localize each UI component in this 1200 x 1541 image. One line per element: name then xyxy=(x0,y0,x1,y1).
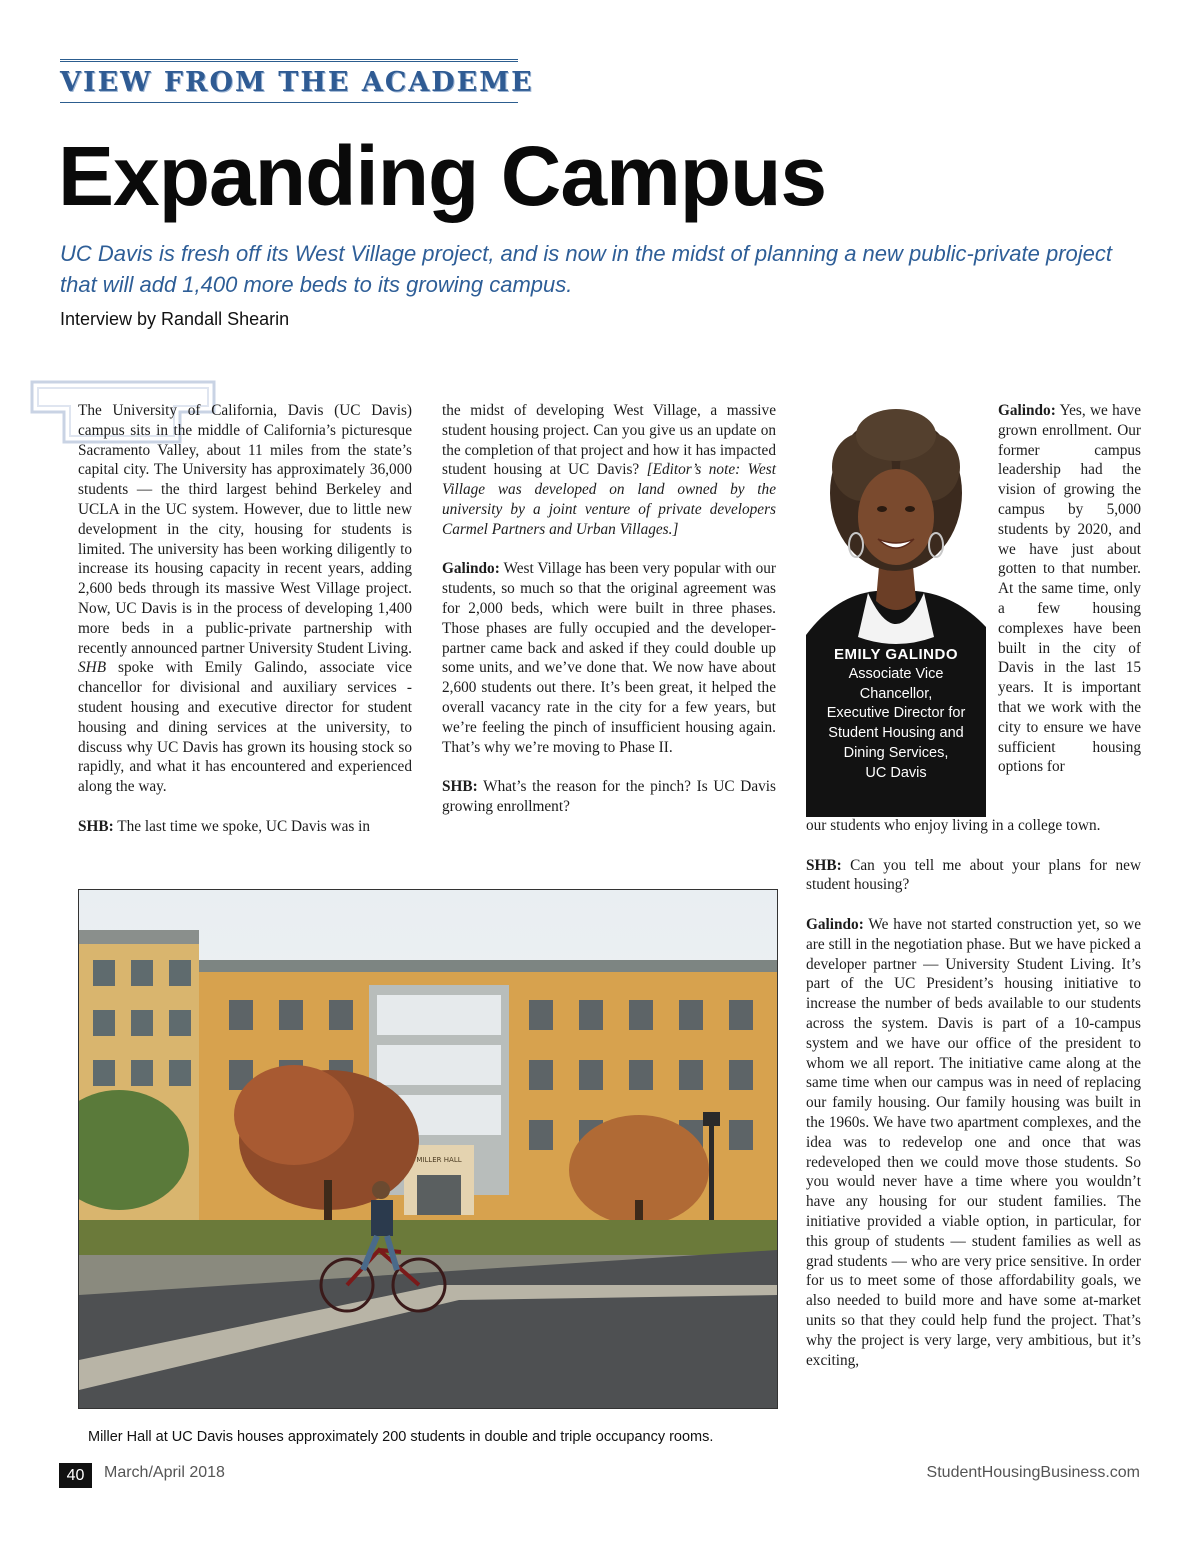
answer-2: Galindo: Yes, we have grown enrollment. Our former campus leadership had the vision of growing the campus by 5,000 students by 2020, and we have just about gotten to that number. At the same time, only a few housing complexes have been built in the city of Davis in the last 15 years. It is important that we work with the city to ensure we have sufficient housing options for xyxy=(998,402,1141,776)
article-column-3-top xyxy=(998,401,1141,797)
miller-hall-sign: MILLER HALL xyxy=(416,1156,462,1164)
intro-paragraph: The University of California, Davis (UC Davis) campus sits in the middle of California’s picturesque Sacramento Valley, about 11 miles from the state’s capital city. The University has approximately 36,000 students — the third largest behind Berkeley and UCLA in the UC system. However, due to little new development in the city, housing for students is limited. The university has been working diligently to increase its housing capacity in recent years, adding 2,600 beds through its massive West Village project. Now, UC Davis is in the process of developing 1,400 more beds in a public-private partnership with recently announced partner University Student Living. SHB spoke with Emily Galindo, associate vice chancellor for divisional and auxiliary services - student housing and executive director for student housing and dining services at the university, to discuss why UC Davis has grown its housing stock so rapidly, and what it has encountered and experienced along the way. xyxy=(78,402,412,796)
portrait-title-line: Student Housing and xyxy=(828,725,964,742)
portrait-title-line: Chancellor, xyxy=(859,685,933,702)
article-column-3 xyxy=(806,816,1141,1390)
section-rule-bottom xyxy=(60,102,518,103)
question-2: SHB: What’s the reason for the pinch? Is UC Davis growing enrollment? xyxy=(442,778,776,815)
deck: UC Davis is fresh off its West Village project, and is now in the midst of planning a new public-private project that will add 1,400 more beds to its growing campus. xyxy=(60,241,1113,297)
issue-date: March/April 2018 xyxy=(104,1464,225,1481)
editors-note: [Editor’s note: West Village was developed on land owned by the university by a joint venture of private developers Carmel Partners and Urban Villages.] xyxy=(442,461,776,538)
section-title: VIEW FROM THE ACADEME xyxy=(60,67,534,98)
article-column-1 xyxy=(78,401,412,856)
answer-3: Galindo: We have not started construction yet, so we are still in the negotiation phase. But we have picked a developer partner — University Student Living. It’s part of the UC President’s housing initiative to increase the number of beds available to our students across the system. Davis is part of a 10-campus system and we have our office of the president to whom we all report. The initiative came along at the same time when our campus was in need of replacing our family housing. Our family housing was built in the 1960s. We have two apartment complexes, and the idea was to redevelop one and once that was redeveloped then we could move those students. So you would never have a time where you wouldn’t have any housing for our student families. The initiative provided a viable option, in particular, for this group of students — student families as well as grad students — who are very price sensitive. In order for us to meet some of those affordability goals, we also needed to build more and have some at-market units so that they could help fund the project. That’s why the project is very large, very ambitious, but it’s exciting, xyxy=(806,915,1141,1369)
question-1-continued: the midst of developing West Village, a massive student housing project. Can you give us an update on the completion of that project and how it has impacted student housing at UC Davis? [Editor’s note: West Village was developed on land owned by the university by a joint venture of private developers Carmel Partners and Urban Villages.] xyxy=(442,402,776,538)
answer-2-continued: our students who enjoy living in a college town. xyxy=(806,817,1101,834)
portrait-title-line: Associate Vice xyxy=(848,665,944,682)
article-column-2 xyxy=(442,401,776,837)
question-3: SHB: Can you tell me about your plans for new student housing? xyxy=(806,856,1141,894)
portrait-title-line: Executive Director for xyxy=(826,705,966,722)
page-number: 40 xyxy=(59,1463,92,1488)
byline: Interview by Randall Shearin xyxy=(60,309,290,329)
photo-miller-hall xyxy=(78,889,778,1409)
portrait-title-line: UC Davis xyxy=(865,764,927,781)
headline: Expanding Campus xyxy=(58,129,827,223)
question-1: SHB: The last time we spoke, UC Davis was in xyxy=(78,817,371,835)
website: StudentHousingBusiness.com xyxy=(926,1464,1140,1481)
answer-1: Galindo: West Village has been very popular with our students, so much so that the original agreement was for 2,000 beds, which were built in three phases. Those phases are fully occupied and the developer-partner came back and asked if they could double up some units, and we’ve done that. We now have about 2,600 students out there. It’s been great, it helped the overall vacancy rate in the city for a few years, but we’re feeling the pinch of insufficient housing again. That’s why we’re moving to Phase II. xyxy=(442,560,776,756)
portrait-name: EMILY GALINDO xyxy=(833,646,959,663)
photo-caption: Miller Hall at UC Davis houses approximately 200 students in double and triple occupancy rooms. xyxy=(88,1429,714,1445)
portrait-title-line: Dining Services, xyxy=(843,744,949,761)
portrait-caption xyxy=(806,645,986,784)
section-rule-top xyxy=(60,59,518,62)
